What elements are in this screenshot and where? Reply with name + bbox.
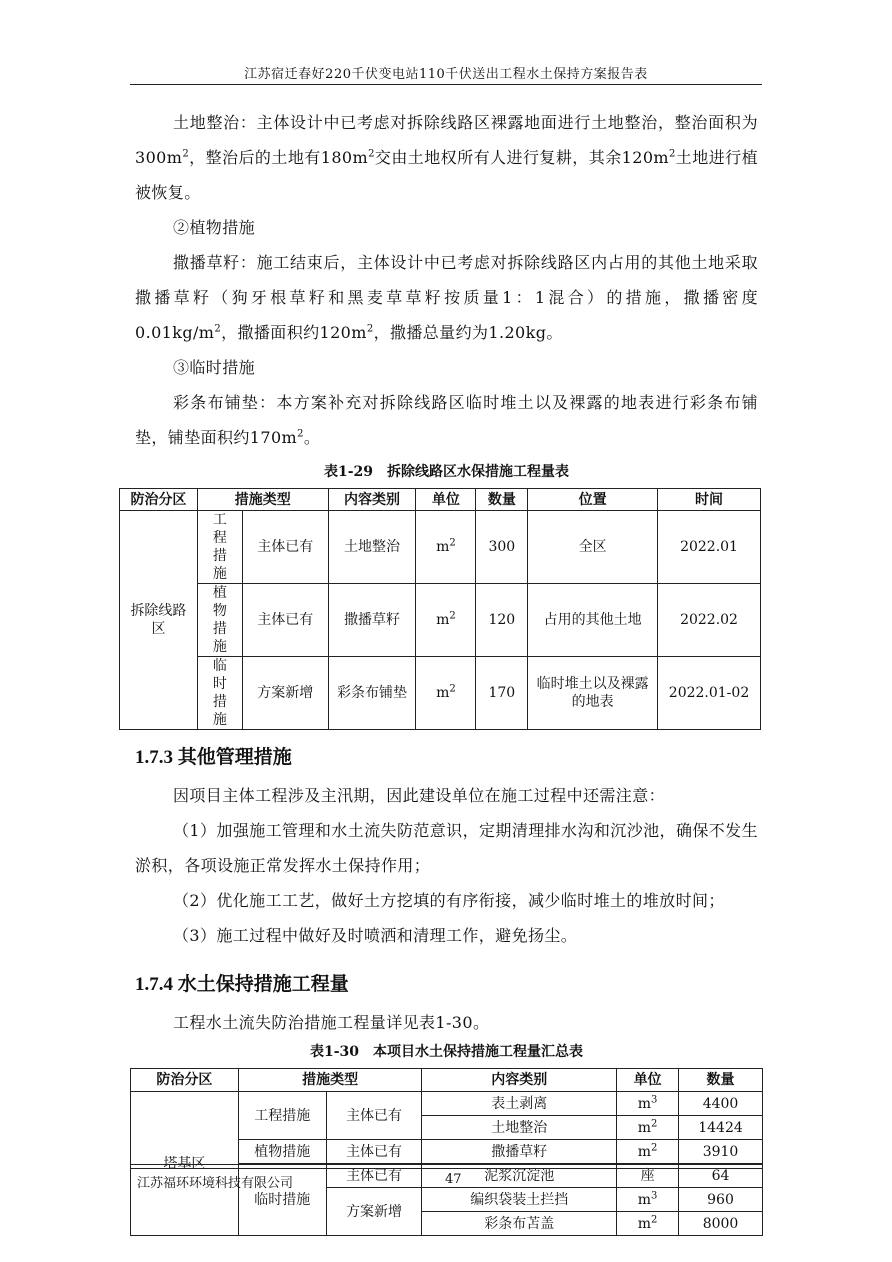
quantity-cell: 4400: [679, 1092, 763, 1116]
unit-cell: $m^2$: [416, 584, 476, 657]
content-cell: 表土剥离: [422, 1092, 617, 1116]
content-cell: 撒播草籽: [422, 1140, 617, 1164]
header-cell: 位置: [528, 489, 658, 511]
list-item: （1）加强施工管理和水土流失防范意识，定期清理排水沟和沉沙池，确保不发生淤积，各项设施正常发挥水土保持作用；: [135, 821, 758, 875]
location-cell: 占用的其他土地: [528, 584, 658, 657]
quantity-cell: 14424: [679, 1116, 763, 1140]
content-cell: 土地整治: [422, 1116, 617, 1140]
table-header-row: [120, 489, 761, 511]
table-row: [120, 657, 761, 730]
list-item: （2）优化施工工艺，做好土方挖填的有序衔接，减少临时堆土的堆放时间；: [173, 891, 725, 910]
location-cell: 临时堆土以及裸露的地表: [528, 657, 658, 730]
location-cell: 全区: [528, 511, 658, 584]
measure-source-cell: 主体已有: [326, 1140, 422, 1164]
section-1-7-4-intro: 工程水土流失防治措施工程量详见表1-30。: [173, 1013, 490, 1032]
unit-cell: $m^2$: [617, 1116, 679, 1140]
header-cell: 防治分区: [131, 1069, 239, 1092]
unit-cell: $m^2$: [416, 657, 476, 730]
section-heading-1-7-3: 1.7.3 其他管理措施: [135, 747, 292, 768]
content-cell: 土地整治: [328, 511, 416, 584]
header-cell: 数量: [679, 1069, 763, 1092]
measure-source-cell: 方案新增: [326, 1188, 422, 1236]
paragraph-grass-seeding: 撒播草籽：施工结束后，主体设计中已考虑对拆除线路区内占用的其他土地采取撒播草籽（狗牙根草籽和黑麦草草籽按质量1：1混合）的措施，撒播密度$0.01kg/m^2$，撒播面积约$120m^2$，撒播总量约为1.20kg。: [135, 253, 758, 342]
quantity-cell: 960: [679, 1188, 763, 1212]
header-cell: 数量: [476, 489, 528, 511]
table-row: [120, 511, 761, 584]
unit-cell: $m^2$: [416, 511, 476, 584]
table-1-29: [119, 488, 761, 730]
zone-cell: 塔基区: [131, 1092, 239, 1236]
measure-category-cell: 植物措施: [197, 584, 242, 657]
unit-cell: $m^3$: [617, 1092, 679, 1116]
table-1-30-caption: 表1-30 本项目水土保持措施工程量汇总表: [309, 1044, 584, 1060]
header-cell: 措施类型: [238, 1069, 422, 1092]
header-cell: 措施类型: [197, 489, 328, 511]
header-cell: 内容类别: [328, 489, 416, 511]
unit-cell: $m^3$: [617, 1188, 679, 1212]
measure-source-cell: 主体已有: [326, 1164, 422, 1188]
quantity-cell: 300: [476, 511, 528, 584]
header-cell: 时间: [658, 489, 761, 511]
quantity-cell: 8000: [679, 1212, 763, 1236]
table-1-29-caption: 表1-29 拆除线路区水保措施工程量表: [323, 464, 570, 480]
table-row: [131, 1092, 763, 1116]
measure-category-cell: 植物措施: [238, 1140, 326, 1164]
zone-cell: 拆除线路区: [120, 511, 198, 730]
unit-cell: $m^2$: [617, 1140, 679, 1164]
header-rule: [130, 84, 762, 85]
page-body: [130, 105, 758, 1236]
content-cell: 彩条布铺垫: [328, 657, 416, 730]
measure-category-cell: 工程措施: [197, 511, 242, 584]
header-cell: 单位: [416, 489, 476, 511]
quantity-cell: 3910: [679, 1140, 763, 1164]
footer-company: 江苏福环环境科技有限公司: [137, 1176, 294, 1191]
measure-category-cell: 工程措施: [238, 1092, 326, 1140]
time-cell: 2022.02: [658, 584, 761, 657]
header-cell: 防治分区: [120, 489, 198, 511]
content-cell: 撒播草籽: [328, 584, 416, 657]
footer-rule-thin: [130, 1168, 762, 1169]
list-item: （3）施工过程中做好及时喷洒和清理工作，避免扬尘。: [173, 926, 578, 945]
header-cell: 单位: [617, 1069, 679, 1092]
table-row: [120, 584, 761, 657]
quantity-cell: 170: [476, 657, 528, 730]
running-header: 江苏宿迁春好220千伏变电站110千伏送出工程水土保持方案报告表: [244, 67, 648, 82]
content-cell: 彩条布苫盖: [422, 1212, 617, 1236]
section-1-7-3-intro: 因项目主体工程涉及主汛期，因此建设单位在施工过程中还需注意：: [173, 786, 666, 805]
unit-cell: $m^2$: [617, 1212, 679, 1236]
measure-category-cell: 临时措施: [197, 657, 242, 730]
header-cell: 内容类别: [422, 1069, 617, 1092]
measure-source-cell: 主体已有: [326, 1092, 422, 1140]
content-cell: 编织袋装土拦挡: [422, 1188, 617, 1212]
item-temporary-measures: ③临时措施: [173, 358, 256, 377]
time-cell: 2022.01-02: [658, 657, 761, 730]
measure-source-cell: 主体已有: [242, 511, 328, 584]
quantity-cell: 120: [476, 584, 528, 657]
page-number: 47: [445, 1172, 462, 1187]
footer-rule: [130, 1164, 762, 1165]
unit-cell: 座: [617, 1164, 679, 1188]
measure-source-cell: 方案新增: [242, 657, 328, 730]
measure-category-cell: 临时措施: [238, 1164, 326, 1236]
section-heading-1-7-4: 1.7.4 水土保持措施工程量: [135, 974, 349, 995]
paragraph-land-treatment: 土地整治：主体设计中已考虑对拆除线路区裸露地面进行土地整治，整治面积为$300m^2$，整治后的土地有$180m^2$交由土地权所有人进行复耕，其余$120m^2$土地进行植被恢复。: [135, 113, 758, 202]
item-vegetation-measures: ②植物措施: [173, 218, 256, 237]
table-header-row: [131, 1069, 763, 1092]
table-1-30: [130, 1068, 763, 1236]
paragraph-tarp-cover: 彩条布铺垫：本方案补充对拆除线路区临时堆土以及裸露的地表进行彩条布铺垫，铺垫面积约$170m^2$。: [135, 393, 758, 447]
time-cell: 2022.01: [658, 511, 761, 584]
quantity-cell: 64: [679, 1164, 763, 1188]
content-cell: 泥浆沉淀池: [422, 1164, 617, 1188]
measure-source-cell: 主体已有: [242, 584, 328, 657]
